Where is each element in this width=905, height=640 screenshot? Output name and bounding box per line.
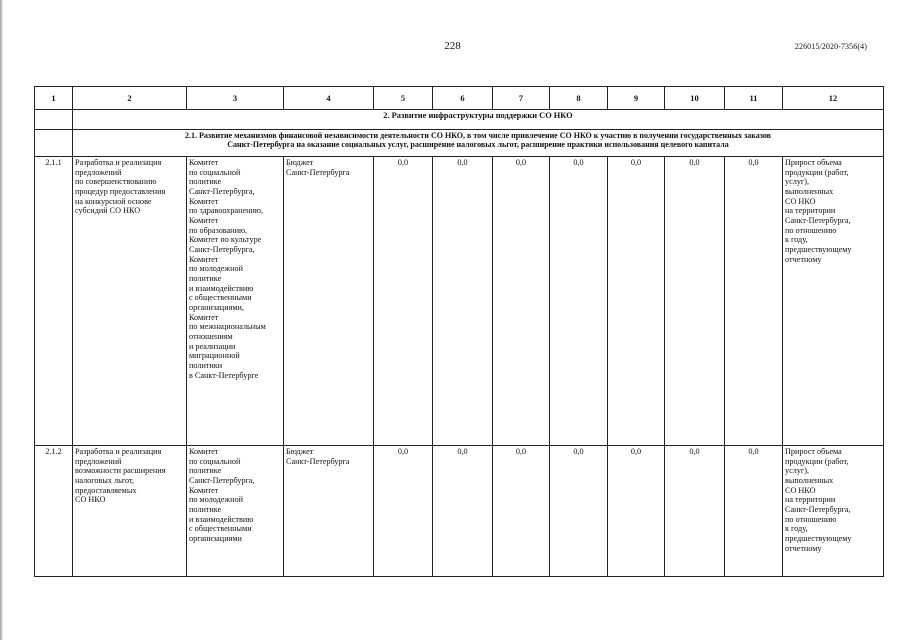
subsection-spacer-cell	[35, 130, 73, 157]
activity-cell: Разработка и реализация предложений по совершенствованию процедур предоставления на конкурсной основе субсидий СО НКО	[73, 157, 187, 446]
value-cell: 0,0	[665, 157, 725, 446]
section-title: 2. Развитие инфраструктуры поддержки СО НКО	[73, 110, 884, 130]
value-cell: 0,0	[374, 446, 433, 577]
value-cell: 0,0	[550, 446, 608, 577]
funding-source-cell: Бюджет Санкт-Петербурга	[284, 157, 374, 446]
subsection-title-row	[35, 130, 884, 157]
column-header: 3	[187, 87, 284, 110]
table-row	[35, 446, 884, 577]
value-cell: 0,0	[493, 157, 550, 446]
funding-source-cell: Бюджет Санкт-Петербурга	[284, 446, 374, 577]
activity-cell: Разработка и реализация предложений возможности расширения налоговых льгот, предоставляемых СО НКО	[73, 446, 187, 577]
value-cell: 0,0	[608, 157, 665, 446]
document-number: 226015/2020-7356(4)	[794, 42, 867, 51]
column-header: 7	[493, 87, 550, 110]
value-cell: 0,0	[493, 446, 550, 577]
row-number: 2.1.2	[35, 446, 73, 577]
row-number: 2.1.1	[35, 157, 73, 446]
value-cell: 0,0	[725, 446, 783, 577]
result-indicator-cell: Прирост объема продукции (работ, услуг), выполненных СО НКО на территории Санкт-Петербурга, по отношению к году, предшествующему отчетному	[783, 446, 884, 577]
executor-cell: Комитет по социальной политике Санкт-Петербурга, Комитет по молодежной политике и взаимодействию с общественными организациями	[187, 446, 284, 577]
value-cell: 0,0	[550, 157, 608, 446]
value-cell: 0,0	[725, 157, 783, 446]
column-header: 6	[433, 87, 493, 110]
value-cell: 0,0	[433, 157, 493, 446]
column-header: 4	[284, 87, 374, 110]
table-row	[35, 157, 884, 446]
subsection-title: 2.1. Развитие механизмов финансовой независимости деятельности СО НКО, в том числе привлечение СО НКО к участию в получении государственных заказов Санкт-Петербурга на оказание социальных услуг, расширение налоговых льгот, расширение практики использования целевого капитала	[73, 130, 884, 157]
column-header: 11	[725, 87, 783, 110]
scan-edge-shadow	[0, 0, 3, 640]
section-spacer-cell	[35, 110, 73, 130]
section-title-row	[35, 110, 884, 130]
page-number: 228	[444, 40, 461, 52]
value-cell: 0,0	[608, 446, 665, 577]
column-header: 8	[550, 87, 608, 110]
column-header: 1	[35, 87, 73, 110]
column-header: 9	[608, 87, 665, 110]
column-header: 12	[783, 87, 884, 110]
value-cell: 0,0	[665, 446, 725, 577]
value-cell: 0,0	[433, 446, 493, 577]
value-cell: 0,0	[374, 157, 433, 446]
column-header: 2	[73, 87, 187, 110]
result-indicator-cell: Прирост объема продукции (работ, услуг), выполненных СО НКО на территории Санкт-Петербурга, по отношению к году, предшествующему отчетному	[783, 157, 884, 446]
plan-table	[34, 86, 884, 577]
column-header: 5	[374, 87, 433, 110]
executor-cell: Комитет по социальной политике Санкт-Петербурга, Комитет по здравоохранению, Комитет по образованию, Комитет по культуре Санкт-Петербурга, Комитет по молодежной политике и взаимодействию с общественными организациями, Комитет по межнациональным отношениям и реализации миграционной политики в Санкт-Петербурге	[187, 157, 284, 446]
column-header: 10	[665, 87, 725, 110]
column-header-row	[35, 87, 884, 110]
